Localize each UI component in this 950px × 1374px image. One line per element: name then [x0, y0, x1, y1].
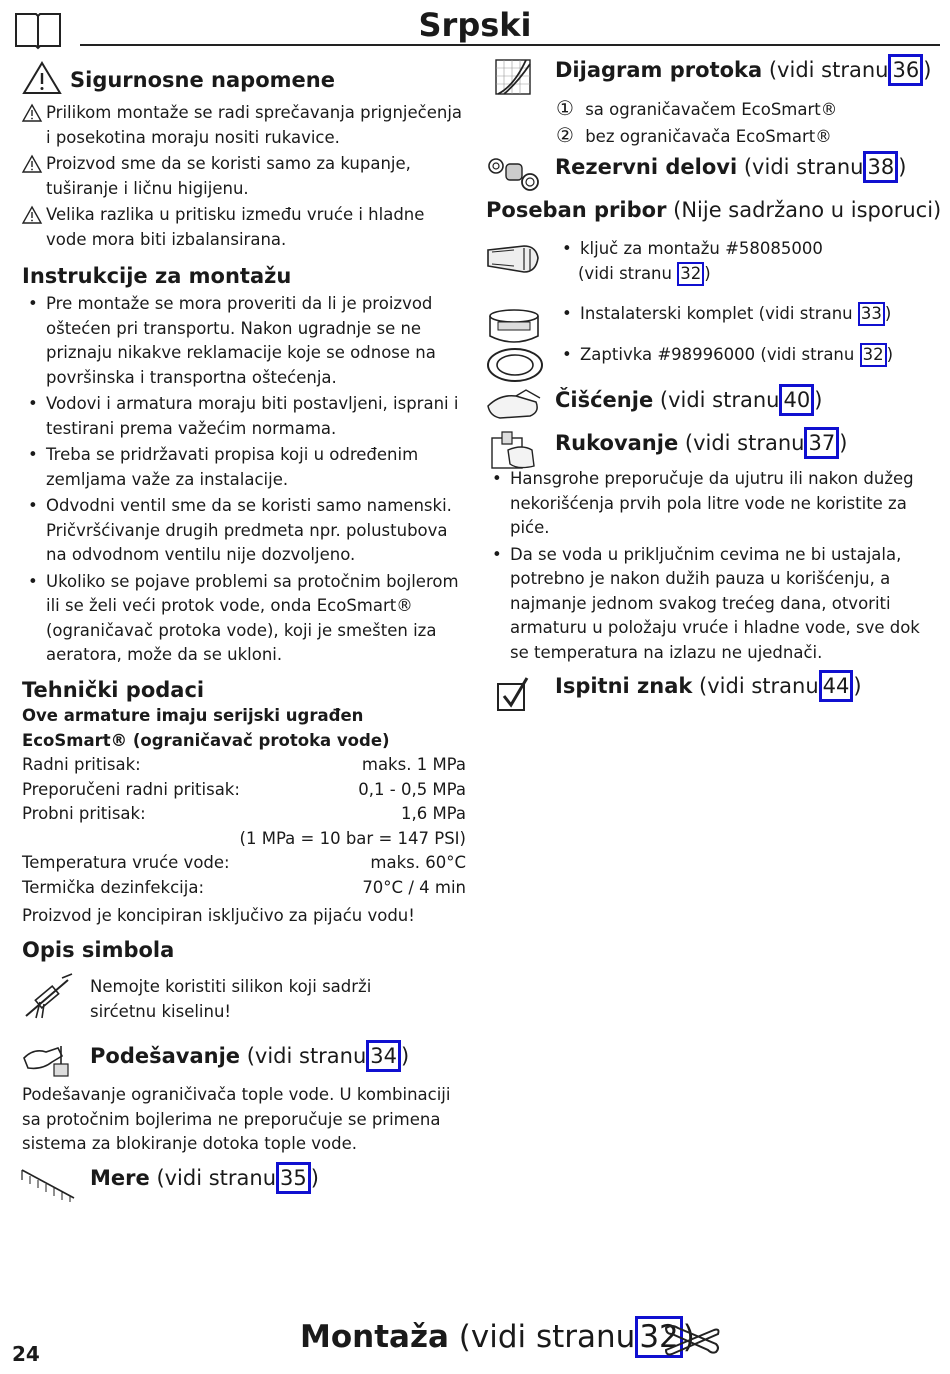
safety-item: Prilikom montaže se radi sprečavanja prignječenja i posekotina moraju nositi rukavice. — [22, 101, 466, 150]
tech-table — [22, 753, 466, 900]
page-title: Srpski — [418, 6, 532, 44]
list-item: • Vodovi i armatura moraju biti postavljeni, isprani i testirani prema važećim normama. — [22, 392, 466, 441]
page-link-34[interactable]: 34 — [366, 1040, 401, 1072]
page-link-37[interactable]: 37 — [804, 427, 839, 459]
wrench-tool-icon — [484, 240, 544, 284]
warning-small-icon — [22, 104, 42, 122]
page-link-36[interactable]: 36 — [888, 54, 923, 86]
silicone-gun-icon — [22, 972, 74, 1026]
accessory-item: • Instalaterski komplet (vidi stranu 33 ) — [556, 302, 891, 327]
adjust-description: Podešavanje ograničivača tople vode. U kombinaciji sa protočnim bojlerima ne preporučuje se primena sistema za blokiranje dotoka tople vode. — [22, 1085, 451, 1153]
install-kit-icon — [486, 308, 542, 350]
page-link-38[interactable]: 38 — [863, 151, 898, 183]
table-row: Radni pritisak: maks. 1 MPa — [22, 755, 466, 774]
cleaning-heading: Čišćenje (vidi stranu 40 ) — [555, 384, 822, 416]
table-row: (1 MPa = 10 bar = 147 PSI) — [239, 828, 466, 848]
list-item: ① sa ograničavačem EcoSmart® — [556, 96, 838, 120]
cleaning-icon — [486, 386, 542, 428]
page-link-32[interactable]: 32 — [677, 262, 704, 286]
handling-list — [486, 467, 931, 665]
adjust-icon — [22, 1042, 72, 1086]
install-section — [22, 264, 466, 668]
page-link-40[interactable]: 40 — [779, 384, 814, 416]
page-link-32[interactable]: 32 — [860, 343, 887, 367]
flow-heading: Dijagram protoka (vidi stranu 36 ) — [555, 54, 931, 86]
warning-small-icon — [22, 206, 42, 224]
table-row: Termička dezinfekcija: 70°C / 4 min — [22, 877, 466, 897]
ruler-icon — [20, 1166, 78, 1206]
safety-section — [22, 60, 466, 252]
list-item: • Hansgrohe preporučuje da ujutru ili nakon dužeg nekorišćenja prvih pola litre vode ne koristite za piće. — [486, 467, 931, 541]
page-number: 24 — [12, 1342, 40, 1366]
warning-small-icon — [22, 155, 42, 173]
page-link-44[interactable]: 44 — [819, 670, 854, 702]
flow-legend — [556, 96, 837, 149]
tech-note: Proizvod je koncipiran isključivo za pijaću vodu! — [22, 906, 415, 925]
silicone-note: Nemojte koristiti silikon koji sadrži sirćetnu kiselinu! — [90, 977, 372, 1021]
accessory-item: • ključ za montažu #58085000 (vidi stranu 32 ) — [556, 237, 823, 286]
seal-ring-icon — [486, 346, 544, 388]
table-row: Preporučeni radni pritisak: 0,1 - 0,5 MPa — [22, 779, 466, 799]
test-mark-heading: Ispitni znak (vidi stranu 44 ) — [555, 670, 862, 702]
safety-item: Proizvod sme da se koristi samo za kupanje, tuširanje i ličnu higijenu. — [22, 152, 466, 201]
handling-heading: Rukovanje (vidi stranu 37 ) — [555, 427, 847, 459]
flow-diagram-icon — [494, 58, 534, 102]
wrench-icon — [662, 1322, 722, 1360]
list-item: • Treba se pridržavati propisa koji u određenim zemljama važe za instalacije. — [22, 443, 466, 492]
symbols-title: Opis simbola — [22, 938, 175, 962]
accessories-heading: Poseban pribor (Nije sadržano u isporuci) — [486, 198, 942, 222]
safety-item: Velika razlika u pritisku između vruće i hladne vode mora biti izbalansirana. — [22, 203, 466, 252]
checkmark-icon — [496, 676, 530, 716]
tech-subtitle: Ove armature imaju serijski ugrađen — [22, 706, 364, 725]
spare-parts-icon — [486, 152, 544, 198]
tech-subtitle: EcoSmart® (ograničavač protoka vode) — [22, 730, 390, 750]
list-item: ② bez ograničavača EcoSmart® — [556, 122, 832, 147]
page-link-33[interactable]: 33 — [858, 302, 885, 326]
table-row: Probni pritisak: 1,6 MPa — [22, 804, 466, 823]
dims-heading: Mere (vidi stranu 35 ) — [90, 1162, 319, 1194]
spare-heading: Rezervni delovi (vidi stranu 38 ) — [555, 151, 906, 183]
accessory-item: • Zaptivka #98996000 (vidi stranu 32 ) — [556, 343, 893, 368]
list-item: • Da se voda u priključnim cevima ne bi ustajala, potrebno je nakon dužih pauza u korišćenju, a najmanje jednom svakog trećeg dana, otvoriti armaturu u položaju vruće i hladne vode, sve dok se temperatura na izlazu ne ujednači. — [486, 543, 931, 666]
page-link-35[interactable]: 35 — [276, 1162, 311, 1194]
table-row: Temperatura vruće vode: maks. 60°C — [22, 853, 466, 872]
tech-title: Tehnički podaci — [22, 678, 205, 702]
safety-title: Sigurnosne napomene — [70, 68, 335, 92]
install-title: Instrukcije za montažu — [22, 264, 292, 288]
warning-icon — [22, 60, 62, 96]
list-item: • Odvodni ventil sme da se koristi samo namenski. Pričvršćivanje drugih predmeta npr. polustubova na odvodnom ventilu nije dozvoljeno. — [22, 494, 466, 568]
page-link-32[interactable]: 32 — [635, 1316, 682, 1358]
tech-section — [22, 678, 466, 929]
header-rule — [80, 44, 940, 46]
list-item: • Pre montaže se mora proveriti da li je proizvod oštećen pri transportu. Nakon ugradnje se ne priznaju nikakve reklamacije koje se odnose na površinska i transportna oštećenja. — [22, 292, 466, 390]
montage-heading: Montaža (vidi stranu 32 ) — [300, 1316, 695, 1358]
adjust-heading: Podešavanje (vidi stranu 34 ) — [90, 1040, 409, 1072]
list-item: • Ukoliko se pojave problemi sa protočnim bojlerom ili se želi veći protok vode, onda EcoSmart® (ograničavač protoka vode), koji je smešten iza aeratora, može da se ukloni. — [22, 570, 466, 668]
